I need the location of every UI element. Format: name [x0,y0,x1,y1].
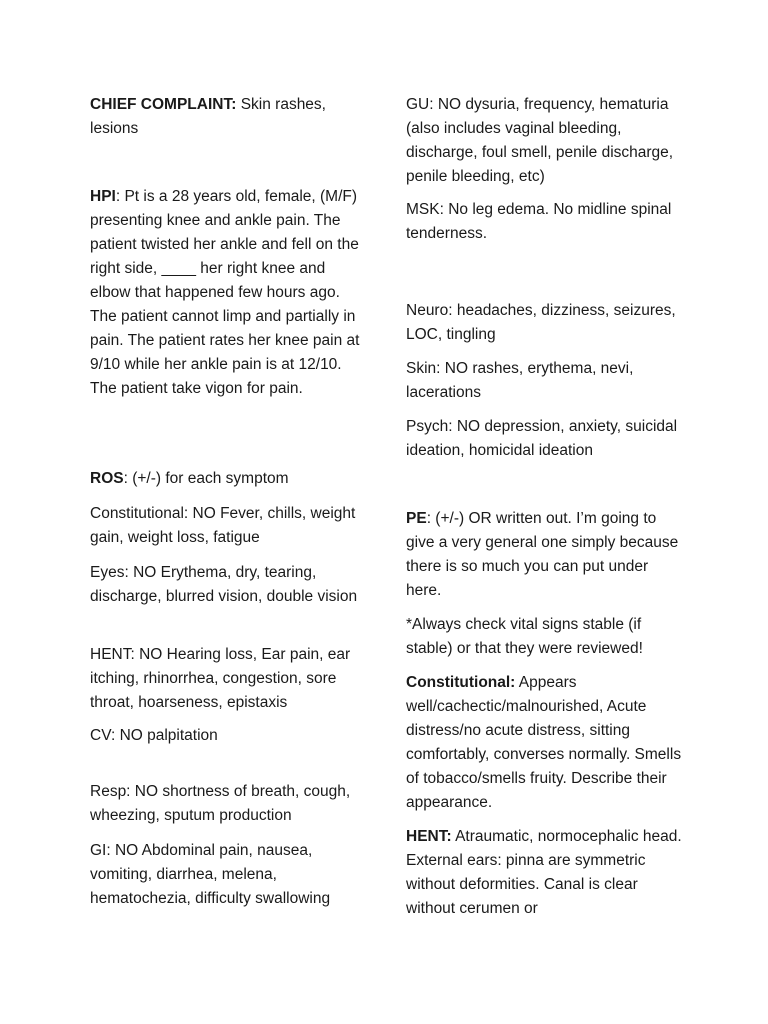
ros-constitutional: Constitutional: NO Fever, chills, weight gain, weight loss, fatigue [90,505,356,546]
ros-gu: GU: NO dysuria, frequency, hematuria (also includes vaginal bleeding, discharge, foul smell, penile discharge, penile bleeding, etc) [406,96,674,185]
ros-cv: CV: NO palpitation [90,727,218,744]
chief-complaint-label: CHIEF COMPLAINT: [90,96,237,113]
pe-label: PE [406,510,427,527]
ros-neuro: Neuro: headaches, dizziness, seizures, LOC, tingling [406,302,676,343]
ros-section [90,467,368,491]
ros-msk: MSK: No leg edema. No midline spinal tenderness. [406,201,672,242]
ros-text: : (+/-) for each symptom [123,470,289,487]
ros-resp: Resp: NO shortness of breath, cough, wheezing, sputum production [90,783,351,824]
hpi-section [90,185,368,401]
chief-complaint [90,93,368,141]
pe-constitutional-label: Constitutional: [406,674,516,691]
ros-psych: Psych: NO depression, anxiety, suicidal ideation, homicidal ideation [406,418,678,459]
pe-constitutional-text: Appears well/cachectic/malnourished, Acute distress/no acute distress, sitting comfortably, converses normally. Smells of tobacco/smells fruity. Describe their appearance. [406,674,682,811]
ros-label: ROS [90,470,124,487]
vitals-note: *Always check vital signs stable (if stable) or that they were reviewed! [406,616,643,657]
ros-eyes: Eyes: NO Erythema, dry, tearing, discharge, blurred vision, double vision [90,564,358,605]
pe-hent-text: Atraumatic, normocephalic head. External ears: pinna are symmetric without deformities. Canal is clear without cerumen or [406,828,682,917]
pe-hent [406,825,684,921]
pe-text: : (+/-) OR written out. I’m going to give a very general one simply because there is so much you can put under here. [406,510,679,599]
pe-hent-label: HENT: [406,828,452,845]
ros-hent: HENT: NO Hearing loss, Ear pain, ear itching, rhinorrhea, congestion, sore throat, hoarseness, epistaxis [90,646,351,711]
ros-gi: GI: NO Abdominal pain, nausea, vomiting, diarrhea, melena, hematochezia, difficulty swallowing [90,842,331,907]
pe-constitutional [406,671,684,815]
chief-complaint-text: Skin rashes, lesions [90,96,326,137]
ros-skin: Skin: NO rashes, erythema, nevi, lacerations [406,360,634,401]
pe-section [406,507,684,603]
hpi-text: : Pt is a 28 years old, female, (M/F) presenting knee and ankle pain. The patient twisted her ankle and fell on the right side, ____ her right knee and elbow that happened few hours ago. The patient cannot limp and partially in pain. The patient rates her knee pain at 9/10 while her ankle pain is at 12/10. The patient take vigon for pain. [90,188,360,397]
hpi-label: HPI [90,188,116,205]
